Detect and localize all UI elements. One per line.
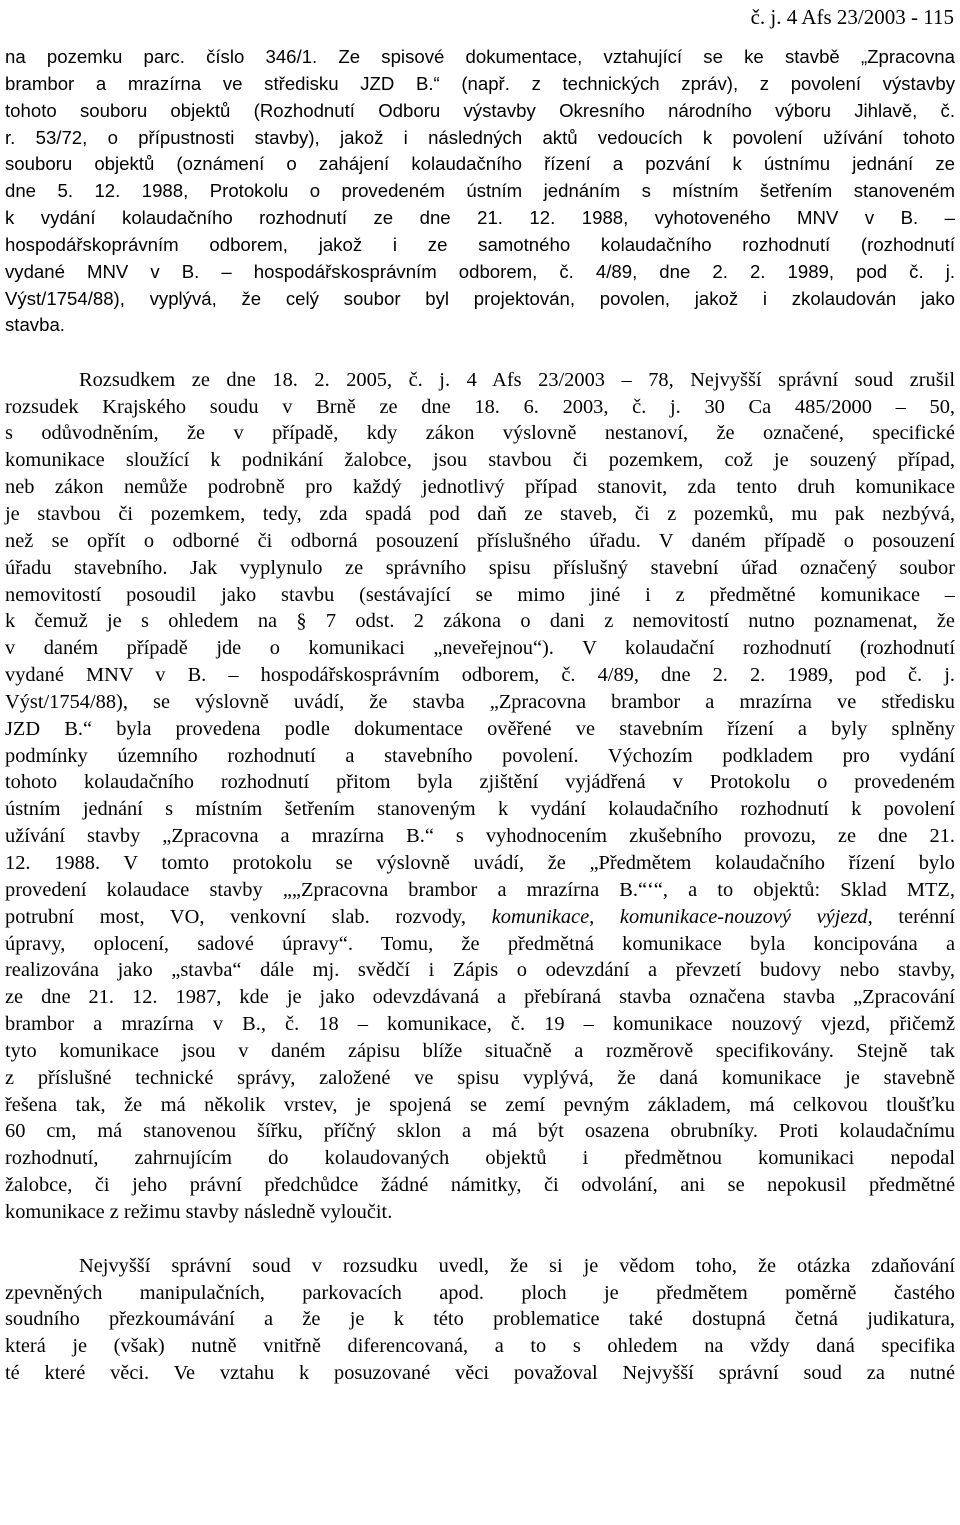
text-line: vydané MNV v B. – hospodářskosprávním odborem, č. 4/89, dne 2. 2. 1989, pod č. j. [5, 260, 955, 282]
paragraph-2 [5, 367, 955, 1226]
text-line: k čemuž je s ohledem na § 7 odst. 2 zákona o dani z nemovitostí nutno poznamenat, že [5, 610, 955, 633]
text-line: s odůvodněním, že v případě, kdy zákon výslovně nestanoví, že označené, specifické [5, 422, 955, 445]
text-line: JZD B.“ byla provedena podle dokumentace ověřené ve stavebním řízení a byly splněny [5, 717, 955, 740]
case-reference: č. j. 4 Afs 23/2003 - 115 [750, 5, 954, 29]
text-line: hospodářskoprávním odborem, jakož i ze samotného kolaudačního rozhodnutí (rozhodnutí [5, 233, 955, 255]
text-line: stavba. [5, 314, 65, 336]
text-line: 60 cm, má stanovenou šířku, příčný sklon a má být osazena obrubníky. Proti kolaudačnímu [5, 1120, 955, 1143]
paragraph-3 [5, 1253, 955, 1387]
paragraph-spacer [5, 1226, 955, 1253]
text-line: Výst/1754/88), vyplývá, že celý soubor byl projektován, povolen, jakož i zkolaudován jako [5, 287, 955, 309]
text-line: podmínky územního rozhodnutí a stavebního povolení. Výchozím podkladem pro vydání [5, 744, 955, 767]
paragraph-1 [5, 44, 955, 339]
text-line: 12. 1988. V tomto protokolu se výslovně uvádí, že „Předmětem kolaudačního řízení bylo [5, 851, 955, 874]
text-line: řešena tak, že má několik vrstev, je spojená se zemí pevným základem, má celkovou tloušťku [5, 1093, 955, 1116]
text-line: užívání stavby „Zpracovna a mrazírna B.“ s vyhodnocením zkušebního provozu, ze dne 21. [5, 825, 955, 848]
text-line: Nejvyšší správní soud v rozsudku uvedl, že si je vědom toho, že otázka zdaňování [79, 1254, 955, 1277]
text-line: úřadu stavebního. Jak vyplynulo ze správního spisu příslušný stavební úřad označený soubor [5, 556, 955, 579]
text-line: provedení kolaudace stavby „„Zpracovna brambor a mrazírna B.“‘“, a to objektů: Sklad MTZ, [5, 878, 955, 901]
text-line: tohoto souboru objektů (Rozhodnutí Odboru výstavby Okresního národního výboru Jihlavě, č. [5, 99, 955, 121]
text-line: tohoto kolaudačního rozhodnutí přitom byla zjištění vyjádřená v Protokolu o provedeném [5, 771, 955, 794]
text-line: brambor a mrazírna v B., č. 18 – komunikace, č. 19 – komunikace nouzový vjezd, přičemž [5, 1013, 955, 1036]
text-line: realizována jako „stavba“ dále mj. svědčí i Zápis o odevzdání a převzetí budovy nebo stavby, [5, 959, 955, 982]
text-line: tyto komunikace jsou v daném zápisu blíže situačně a rozměrově specifikovány. Stejně tak [5, 1039, 955, 1062]
text-line: než se opřít o odborné či odborná posouzení příslušného úřadu. V daném případě o posouzení [5, 529, 955, 552]
text-line: na pozemku parc. číslo 346/1. Ze spisové dokumentace, vztahující se ke stavbě „Zpracovna [5, 46, 955, 67]
text-line: ze dne 21. 12. 1987, kde je jako odevzdávaná a přebíraná stavba označena stavba „Zpracování [5, 986, 955, 1009]
text-line: r. 53/72, o přípustnosti stavby), jakož i následných aktů vedoucích k povolení užívání tohoto [5, 126, 955, 148]
text-line: Rozsudkem ze dne 18. 2. 2005, č. j. 4 Afs 23/2003 – 78, Nejvyšší správní soud zrušil [79, 368, 955, 391]
text-line: Výst/1754/88), se výslovně uvádí, že stavba „Zpracovna brambor a mrazírna ve středisku [5, 690, 955, 713]
text-line: dne 5. 12. 1988, Protokolu o provedeném ústním jednáním s místním šetřením stanoveném [5, 180, 955, 202]
italic-text: komunikace, komunikace-nouzový výjezd [491, 905, 868, 928]
text-line: k vydání kolaudačního rozhodnutí ze dne 21. 12. 1988, vyhotoveného MNV v B. – [5, 207, 955, 229]
text-line: zpevněných manipulačních, parkovacích apod. ploch je předmětem poměrně častého [5, 1281, 955, 1304]
text-line: je stavbou či pozemkem, tedy, zda spadá pod daň ze staveb, či z pozemků, mu pak nezbývá, [5, 503, 955, 525]
text-line: žalobce, či jeho právní předchůdce žádné námitky, či odvolání, ani se nepokusil předmětné [5, 1174, 955, 1197]
text-line: brambor a mrazírna ve středisku JZD B.“ (např. z technických zpráv), z povolení výstavby [5, 72, 955, 94]
text-line: z příslušné technické správy, založené ve spisu vyplývá, že daná komunikace je stavebně [5, 1066, 955, 1089]
text-line: nemovitostí posoudil jako stavbu (sestávající se mimo jiné i z předmětné komunikace – [5, 583, 955, 606]
text-line: vydané MNV v B. – hospodářskosprávním odborem, č. 4/89, dne 2. 2. 1989, pod č. j. [5, 664, 955, 687]
text-line: neb zákon nemůže podrobně pro každý jednotlivý případ stanovit, zda tento druh komunikace [5, 476, 955, 499]
paragraph-spacer [5, 339, 955, 367]
text-line: komunikace z režimu stavby následně vyloučit. [5, 1200, 393, 1223]
text-line: která je (však) nutně vnitřně diferencovaná, a to s ohledem na vždy daná specifika [5, 1335, 955, 1358]
text-line: souboru objektů (oznámení o zahájení kolaudačního řízení a pozvání k ústnímu jednání ze [5, 153, 955, 175]
text-line: ústním jednání s místním šetřením stanoveným k vydání kolaudačního rozhodnutí k povolení [5, 798, 955, 821]
text-line: v daném případě jde o komunikaci „neveřejnou“). V kolaudační rozhodnutí (rozhodnutí [5, 637, 955, 660]
text-line: úpravy, oplocení, sadové úpravy“. Tomu, že předmětná komunikace byla koncipována a [5, 932, 955, 955]
text-line: rozhodnutí, zahrnujícím do kolaudovaných objektů i předmětnou komunikaci nepodal [5, 1147, 955, 1170]
text-line: rozsudek Krajského soudu v Brně ze dne 18. 6. 2003, č. j. 30 Ca 485/2000 – 50, [5, 395, 955, 418]
text-line-with-italic: potrubní most, VO, venkovní slab. rozvody, komunikace, komunikace-nouzový výjezd, terénní [5, 905, 956, 928]
text-line: soudního přezkoumávání a že je k této problematice také dostupná četná judikatura, [5, 1308, 955, 1331]
text-line: komunikace sloužící k podnikání žalobce, jsou stavbou či pozemkem, což je souzený případ, [5, 449, 955, 472]
text-line: té které věci. Ve vztahu k posuzované věci považoval Nejvyšší správní soud za nutné [5, 1362, 955, 1385]
document-body [5, 44, 955, 1387]
